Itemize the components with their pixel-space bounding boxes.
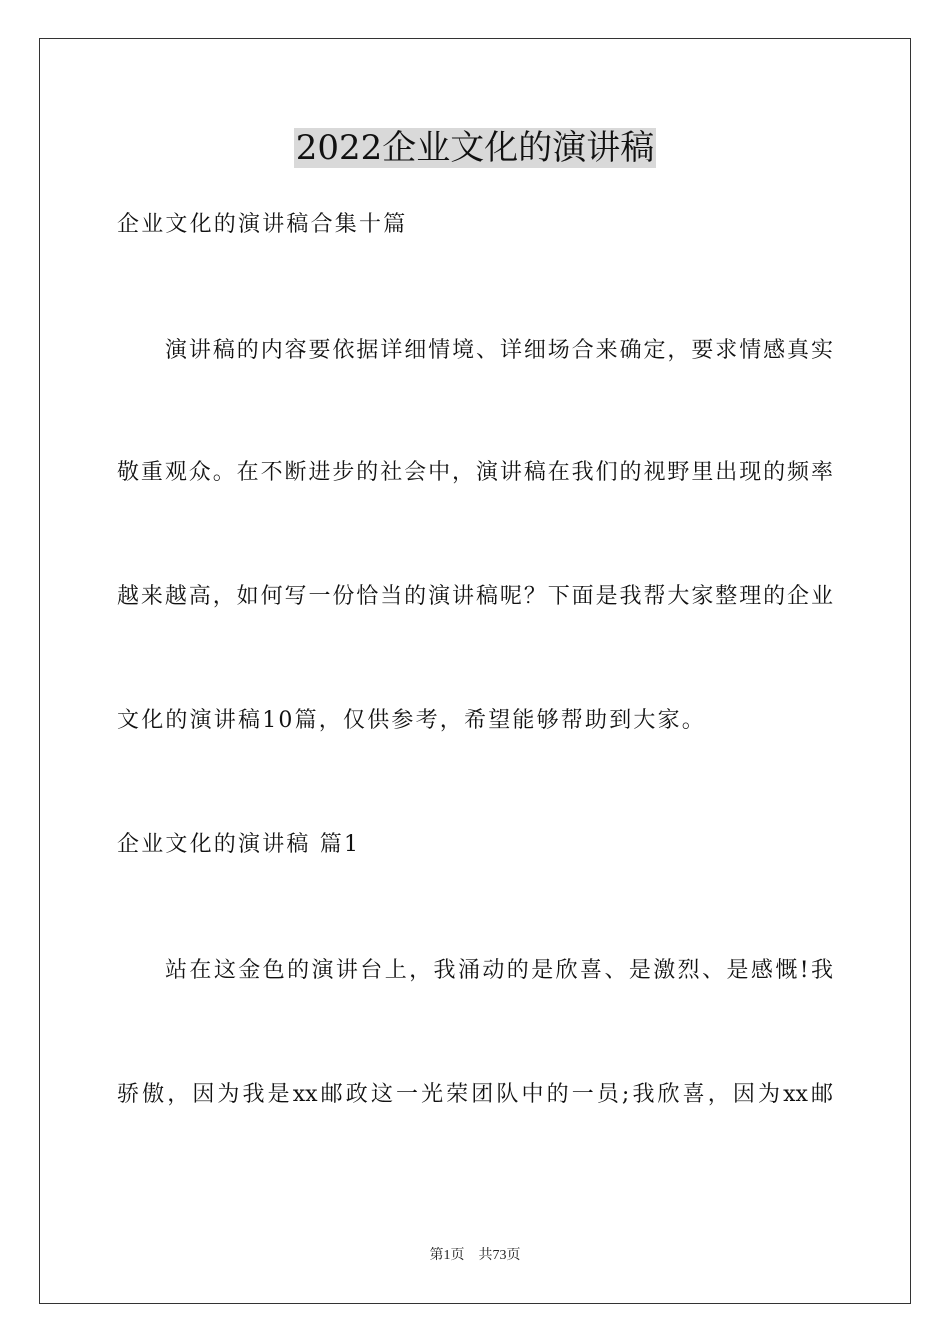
paragraph-line: 站在这金色的演讲台上，我涌动的是欣喜、是激烈、是感慨!我 bbox=[165, 958, 833, 983]
page-footer bbox=[0, 1247, 950, 1265]
paragraph-line: 敬重观众。在不断进步的社会中，演讲稿在我们的视野里出现的频率 bbox=[117, 460, 833, 485]
page-number: 第1页 共73页 bbox=[429, 1248, 521, 1263]
paragraph-line: 文化的演讲稿10篇，仅供参考，希望能够帮助到大家。 bbox=[117, 708, 706, 733]
paragraph-line: 越来越高，如何写一份恰当的演讲稿呢？下面是我帮大家整理的企业 bbox=[117, 584, 833, 609]
title-container bbox=[0, 128, 950, 168]
document-subtitle: 企业文化的演讲稿合集十篇 bbox=[117, 212, 408, 237]
section-heading: 企业文化的演讲稿 篇1 bbox=[117, 832, 361, 857]
paragraph-line: 演讲稿的内容要依据详细情境、详细场合来确定，要求情感真实 bbox=[165, 338, 833, 363]
paragraph-line: 骄傲，因为我是xx邮政这一光荣团队中的一员;我欣喜，因为xx邮 bbox=[117, 1082, 833, 1107]
document-title: 2022企业文化的演讲稿 bbox=[295, 128, 655, 168]
